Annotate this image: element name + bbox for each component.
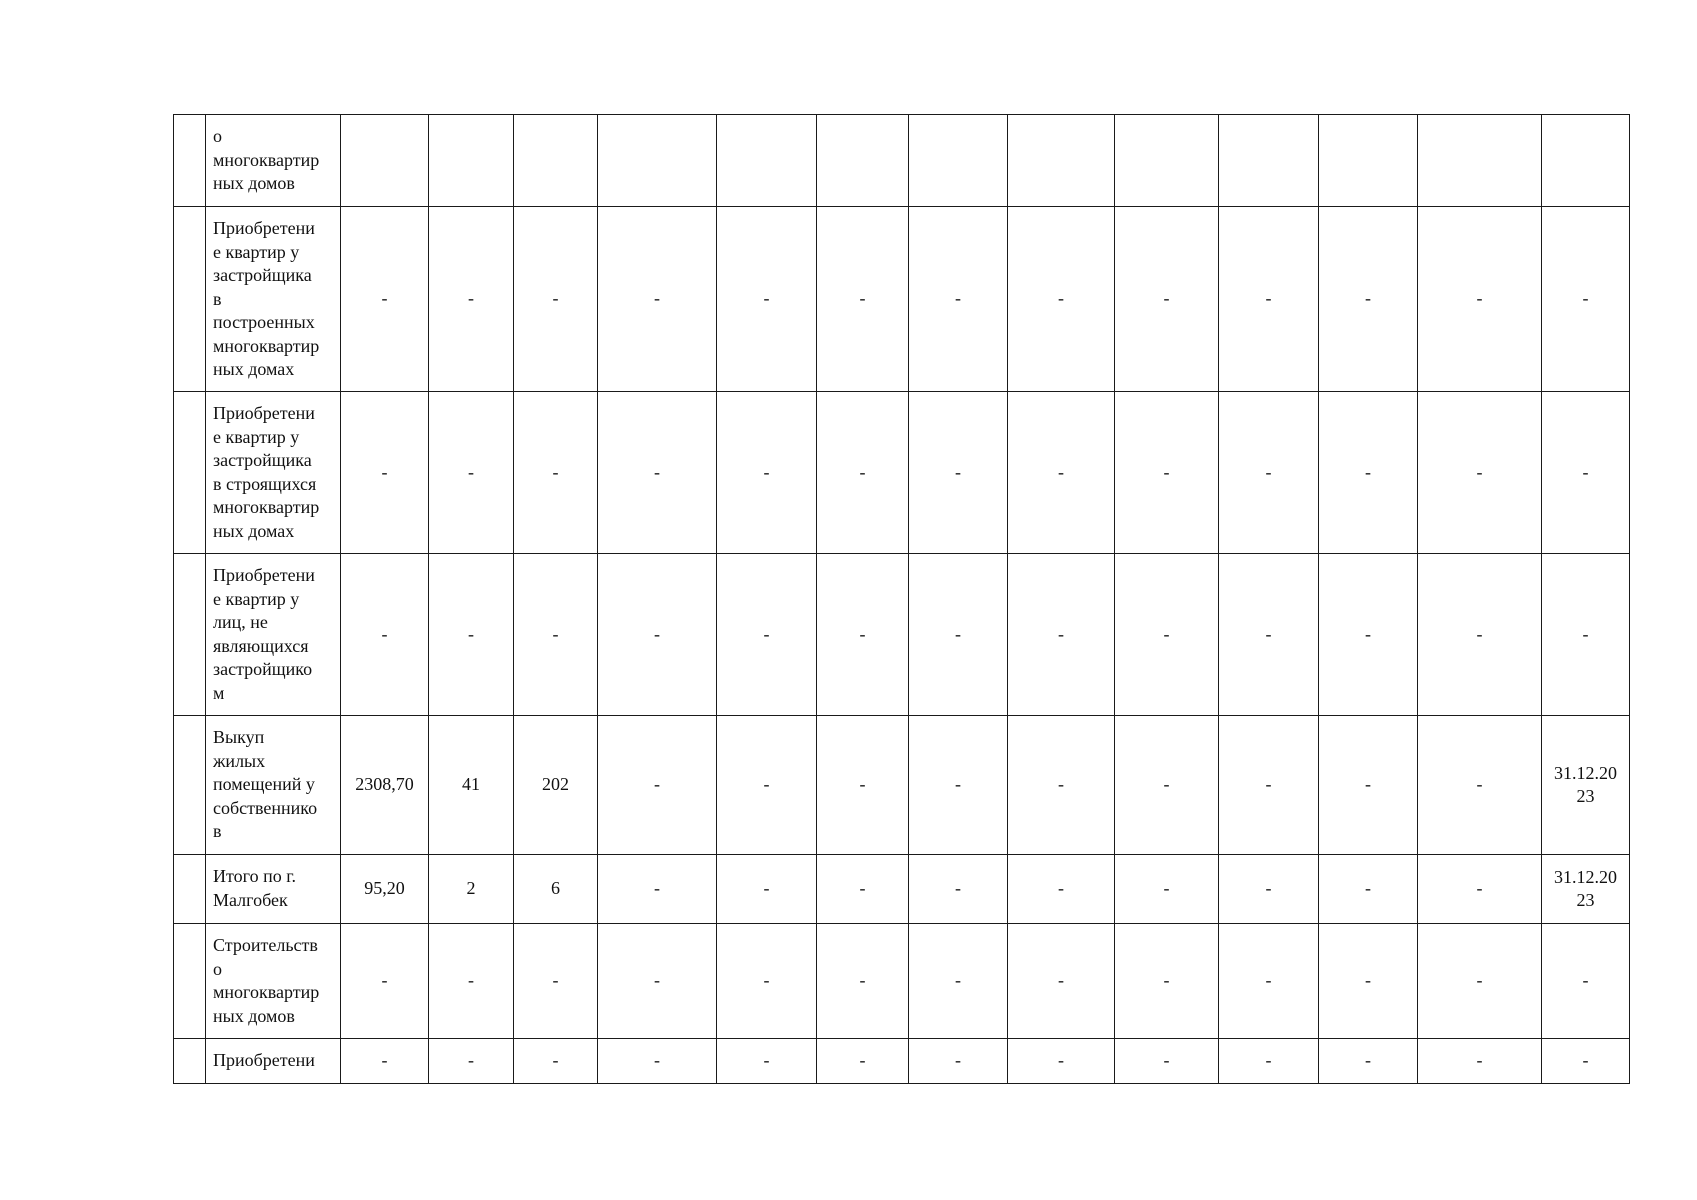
- table-cell: -: [598, 855, 717, 924]
- table-cell: -: [1418, 924, 1542, 1039]
- row-label-line: многоквартир: [213, 982, 320, 1002]
- table-cell: -: [514, 207, 598, 392]
- row-label-line: многоквартир: [213, 335, 320, 356]
- row-label-line: Приобретени: [213, 218, 315, 238]
- row-number-cell: [174, 924, 206, 1039]
- row-label-line: собственнико: [213, 797, 318, 818]
- row-number-cell: [174, 115, 206, 207]
- table-cell: 41: [429, 716, 514, 855]
- row-label-cell: [206, 207, 341, 392]
- table-row: [174, 924, 1630, 1039]
- table-cell: -: [909, 855, 1008, 924]
- table-cell: -: [817, 924, 909, 1039]
- row-label-line: застройщико: [213, 659, 313, 679]
- table-cell: -: [1319, 924, 1418, 1039]
- row-label-line: е квартир у: [213, 588, 300, 609]
- table-cell: [1115, 115, 1219, 207]
- table-cell: -: [1418, 716, 1542, 855]
- table-cell: -: [909, 716, 1008, 855]
- table-row: [174, 554, 1630, 716]
- row-number-cell: [174, 207, 206, 392]
- table-cell: -: [1115, 207, 1219, 392]
- table-cell: [514, 115, 598, 207]
- table-cell: -: [514, 924, 598, 1039]
- row-label-line: в: [213, 821, 222, 841]
- row-label-line: ных домов: [213, 173, 295, 193]
- table-cell: -: [598, 207, 717, 392]
- table-cell: -: [1418, 207, 1542, 392]
- table-cell: -: [1115, 855, 1219, 924]
- row-label-line: Строительств: [213, 935, 318, 955]
- row-label-line: в: [213, 288, 222, 309]
- table-cell: -: [341, 554, 429, 716]
- row-label-line: о: [213, 958, 222, 979]
- row-label-line: Итого по г.: [213, 866, 297, 886]
- table-cell: -: [817, 1039, 909, 1084]
- table-cell: [1319, 115, 1418, 207]
- table-cell: [598, 115, 717, 207]
- row-number-cell: [174, 716, 206, 855]
- table-cell: -: [1319, 716, 1418, 855]
- row-label-line: е квартир у: [213, 241, 300, 262]
- row-number-cell: [174, 1039, 206, 1084]
- row-label-cell: [206, 924, 341, 1039]
- table-cell: -: [717, 716, 817, 855]
- table-cell: -: [1418, 855, 1542, 924]
- data-table: [173, 114, 1630, 1084]
- table-cell: -: [817, 716, 909, 855]
- table-cell: -: [1542, 554, 1630, 716]
- table-cell: -: [1008, 924, 1115, 1039]
- table-cell: -: [717, 1039, 817, 1084]
- table-cell: 2: [429, 855, 514, 924]
- cell-value-line: 31.12.20: [1554, 762, 1617, 783]
- table-cell: -: [1319, 207, 1418, 392]
- cell-value-line: 31.12.20: [1554, 866, 1617, 887]
- table-cell: -: [1219, 924, 1319, 1039]
- table-cell: -: [1115, 924, 1219, 1039]
- row-label-line: ных домах: [213, 520, 295, 541]
- table-cell: -: [817, 392, 909, 554]
- table-cell: 2308,70: [341, 716, 429, 855]
- row-label-line: в строящихся: [213, 473, 317, 494]
- row-number-cell: [174, 855, 206, 924]
- table-cell: -: [1219, 207, 1319, 392]
- table-cell: -: [909, 924, 1008, 1039]
- table-cell: [1542, 855, 1630, 924]
- table-cell: -: [1418, 1039, 1542, 1084]
- table-cell: [1008, 115, 1115, 207]
- table-row: [174, 1039, 1630, 1084]
- table-cell: -: [817, 207, 909, 392]
- table-cell: -: [717, 207, 817, 392]
- table-cell: -: [1319, 855, 1418, 924]
- table-cell: -: [341, 207, 429, 392]
- table-cell: -: [717, 554, 817, 716]
- table-row: [174, 115, 1630, 207]
- table-cell: -: [1219, 716, 1319, 855]
- table-cell: -: [514, 1039, 598, 1084]
- row-label-line: ных домах: [213, 359, 295, 379]
- table-cell: -: [717, 855, 817, 924]
- table-cell: -: [1219, 1039, 1319, 1084]
- row-label-line: помещений у: [213, 774, 315, 794]
- row-label-line: е квартир у: [213, 426, 300, 447]
- table-cell: -: [909, 392, 1008, 554]
- table-cell: -: [598, 1039, 717, 1084]
- row-label-line: застройщика: [213, 450, 312, 470]
- row-label-line: Приобретени: [213, 1050, 315, 1071]
- table-cell: -: [429, 924, 514, 1039]
- table-cell: [1542, 716, 1630, 855]
- table-cell: -: [514, 392, 598, 554]
- table-cell: -: [1115, 554, 1219, 716]
- table-row: [174, 855, 1630, 924]
- row-label-cell: [206, 1039, 341, 1084]
- row-label-line: Малгобек: [213, 889, 288, 910]
- row-label-line: о: [213, 126, 222, 146]
- table-cell: [817, 115, 909, 207]
- table-cell: [909, 115, 1008, 207]
- row-label-cell: [206, 716, 341, 855]
- table-cell: -: [909, 1039, 1008, 1084]
- row-label-cell: [206, 855, 341, 924]
- table-cell: 6: [514, 855, 598, 924]
- table-cell: [1219, 115, 1319, 207]
- table-cell: -: [1542, 392, 1630, 554]
- row-label-line: ных домов: [213, 1005, 295, 1026]
- table-cell: -: [1219, 554, 1319, 716]
- table-cell: -: [514, 554, 598, 716]
- table-cell: -: [1319, 554, 1418, 716]
- table-cell: [429, 115, 514, 207]
- table-cell: -: [1008, 392, 1115, 554]
- table-cell: -: [429, 554, 514, 716]
- table-body: [174, 115, 1630, 1084]
- table-cell: -: [598, 924, 717, 1039]
- table-row: [174, 716, 1630, 855]
- table-cell: -: [817, 855, 909, 924]
- table-cell: -: [817, 554, 909, 716]
- table-cell: -: [598, 392, 717, 554]
- row-label-line: построенных: [213, 312, 315, 332]
- cell-value-line: 23: [1576, 890, 1595, 910]
- table-cell: -: [1115, 716, 1219, 855]
- table-cell: [341, 115, 429, 207]
- table-cell: -: [1008, 855, 1115, 924]
- table-cell: -: [1115, 1039, 1219, 1084]
- table-cell: -: [1115, 392, 1219, 554]
- table-cell: -: [717, 924, 817, 1039]
- table-cell: -: [598, 554, 717, 716]
- table-row: [174, 392, 1630, 554]
- row-label-line: Выкуп: [213, 727, 265, 747]
- table-cell: -: [1542, 207, 1630, 392]
- table-cell: -: [429, 207, 514, 392]
- table-cell: [717, 115, 817, 207]
- table-cell: -: [1008, 207, 1115, 392]
- table-cell: -: [1008, 716, 1115, 855]
- table-cell: -: [717, 392, 817, 554]
- row-label-line: застройщика: [213, 265, 312, 285]
- table-cell: -: [1542, 1039, 1630, 1084]
- table-cell: 95,20: [341, 855, 429, 924]
- table-row: [174, 207, 1630, 392]
- row-label-line: являющихся: [213, 635, 309, 656]
- cell-value-line: 23: [1576, 786, 1595, 806]
- table-cell: -: [598, 716, 717, 855]
- table-cell: 202: [514, 716, 598, 855]
- table-cell: -: [1219, 855, 1319, 924]
- row-label-line: жилых: [213, 750, 266, 771]
- row-number-cell: [174, 392, 206, 554]
- table-cell: -: [341, 924, 429, 1039]
- table-cell: -: [1418, 554, 1542, 716]
- row-label-line: лиц, не: [213, 612, 268, 632]
- table-cell: -: [429, 392, 514, 554]
- row-label-cell: [206, 554, 341, 716]
- row-label-line: Приобретени: [213, 403, 315, 423]
- table-cell: -: [1008, 1039, 1115, 1084]
- row-label-line: многоквартир: [213, 497, 320, 517]
- row-label-cell: [206, 392, 341, 554]
- table-cell: [1542, 115, 1630, 207]
- table-cell: -: [909, 554, 1008, 716]
- table-cell: [1418, 115, 1542, 207]
- row-label-line: м: [213, 682, 225, 703]
- table-cell: -: [909, 207, 1008, 392]
- table-cell: -: [1219, 392, 1319, 554]
- table-cell: -: [1542, 924, 1630, 1039]
- row-label-line: многоквартир: [213, 149, 320, 170]
- row-number-cell: [174, 554, 206, 716]
- table-cell: -: [1319, 392, 1418, 554]
- table-cell: -: [341, 1039, 429, 1084]
- table-cell: -: [341, 392, 429, 554]
- table-cell: -: [1319, 1039, 1418, 1084]
- table-cell: -: [429, 1039, 514, 1084]
- table-cell: -: [1008, 554, 1115, 716]
- row-label-line: Приобретени: [213, 565, 315, 585]
- table-cell: -: [1418, 392, 1542, 554]
- row-label-cell: [206, 115, 341, 207]
